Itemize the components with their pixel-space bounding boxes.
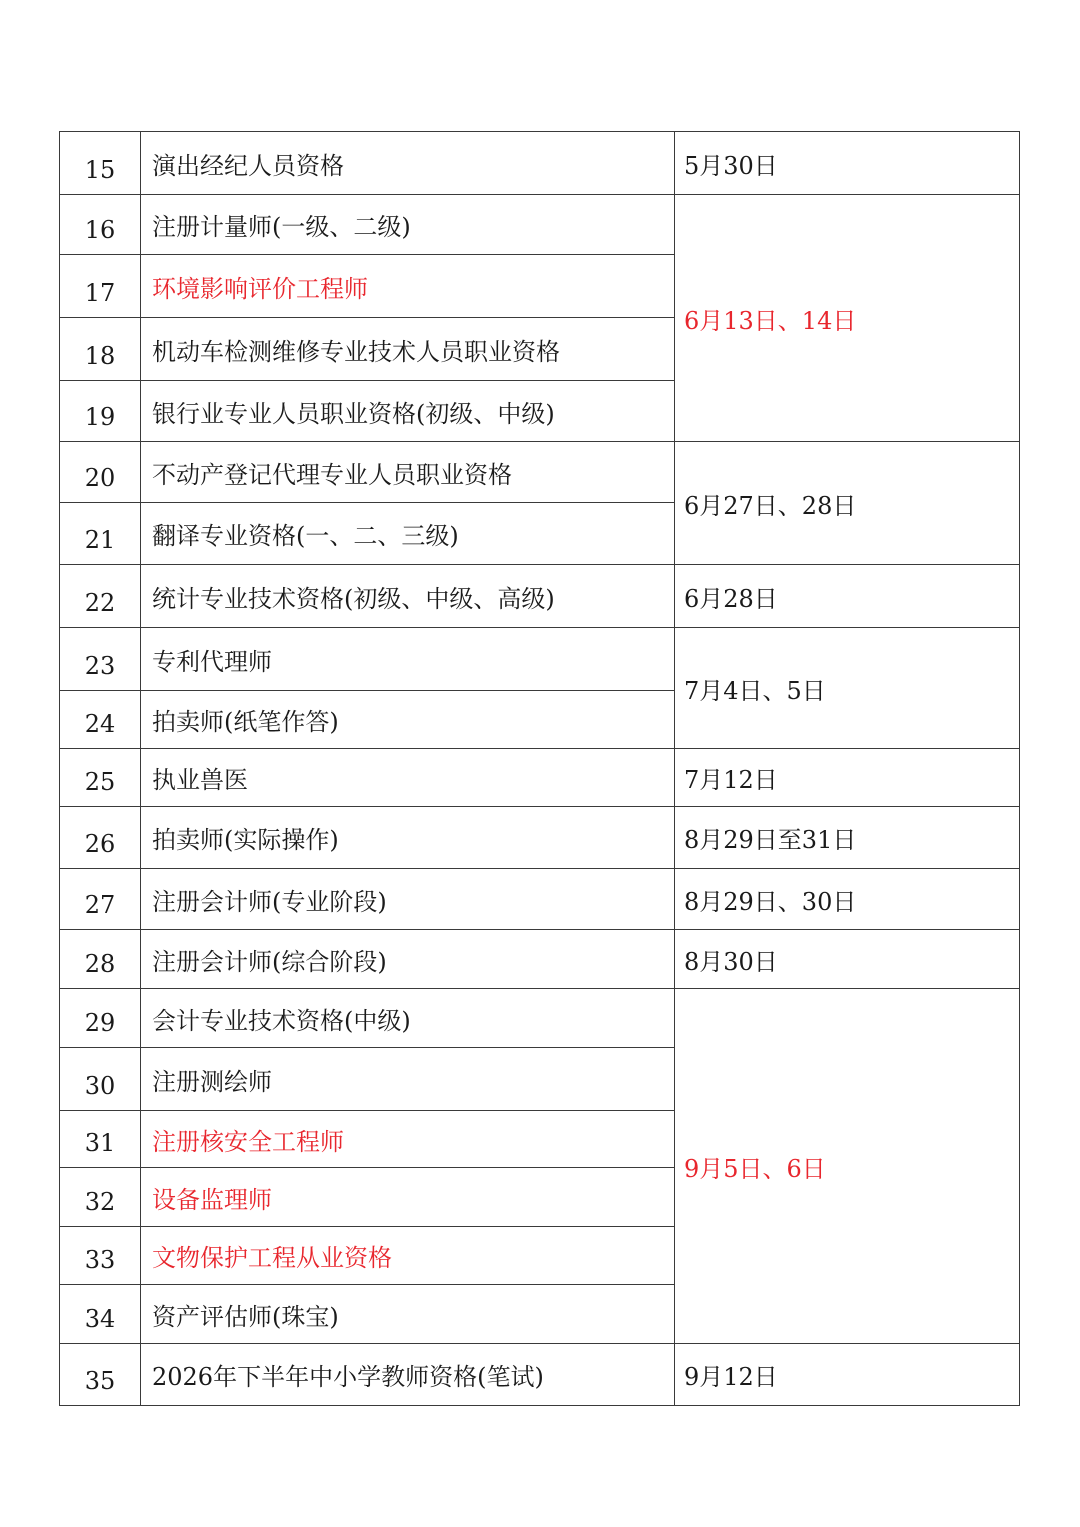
qualification-name: 机动车检测维修专业技术人员职业资格 xyxy=(141,318,675,381)
row-number: 31 xyxy=(60,1111,141,1168)
table-row xyxy=(60,442,1020,503)
row-number: 35 xyxy=(60,1344,141,1406)
row-number: 24 xyxy=(60,691,141,749)
row-number: 15 xyxy=(60,132,141,195)
row-number: 27 xyxy=(60,869,141,930)
exam-date: 6月27日、28日 xyxy=(675,442,1020,565)
qualification-name: 注册会计师(专业阶段) xyxy=(141,869,675,930)
row-number: 25 xyxy=(60,749,141,807)
row-number: 19 xyxy=(60,381,141,442)
row-number: 18 xyxy=(60,318,141,381)
row-number: 21 xyxy=(60,503,141,565)
exam-date: 7月12日 xyxy=(675,749,1020,807)
row-number: 16 xyxy=(60,195,141,255)
qualification-name: 注册计量师(一级、二级) xyxy=(141,195,675,255)
row-number: 23 xyxy=(60,628,141,691)
exam-date: 6月28日 xyxy=(675,565,1020,628)
exam-schedule-table xyxy=(59,131,1020,1406)
qualification-name: 拍卖师(纸笔作答) xyxy=(141,691,675,749)
qualification-name: 注册测绘师 xyxy=(141,1048,675,1111)
table-row xyxy=(60,1344,1020,1406)
row-number: 29 xyxy=(60,989,141,1048)
qualification-name: 文物保护工程从业资格 xyxy=(141,1227,675,1285)
row-number: 33 xyxy=(60,1227,141,1285)
table-row xyxy=(60,132,1020,195)
qualification-name: 翻译专业资格(一、二、三级) xyxy=(141,503,675,565)
exam-date: 7月4日、5日 xyxy=(675,628,1020,749)
qualification-name: 统计专业技术资格(初级、中级、高级) xyxy=(141,565,675,628)
qualification-name: 设备监理师 xyxy=(141,1168,675,1227)
qualification-name: 不动产登记代理专业人员职业资格 xyxy=(141,442,675,503)
table-row xyxy=(60,930,1020,989)
qualification-name: 执业兽医 xyxy=(141,749,675,807)
exam-date: 9月12日 xyxy=(675,1344,1020,1406)
qualification-name: 银行业专业人员职业资格(初级、中级) xyxy=(141,381,675,442)
qualification-name: 拍卖师(实际操作) xyxy=(141,807,675,869)
qualification-name: 2026年下半年中小学教师资格(笔试) xyxy=(141,1344,675,1406)
row-number: 17 xyxy=(60,255,141,318)
exam-date: 5月30日 xyxy=(675,132,1020,195)
exam-date: 8月29日至31日 xyxy=(675,807,1020,869)
qualification-name: 环境影响评价工程师 xyxy=(141,255,675,318)
qualification-name: 演出经纪人员资格 xyxy=(141,132,675,195)
qualification-name: 专利代理师 xyxy=(141,628,675,691)
table-row xyxy=(60,749,1020,807)
row-number: 32 xyxy=(60,1168,141,1227)
table-row xyxy=(60,989,1020,1048)
row-number: 20 xyxy=(60,442,141,503)
table-row xyxy=(60,807,1020,869)
table-row xyxy=(60,628,1020,691)
row-number: 26 xyxy=(60,807,141,869)
row-number: 22 xyxy=(60,565,141,628)
qualification-name: 资产评估师(珠宝) xyxy=(141,1285,675,1344)
table-row xyxy=(60,195,1020,255)
qualification-name: 注册会计师(综合阶段) xyxy=(141,930,675,989)
qualification-name: 注册核安全工程师 xyxy=(141,1111,675,1168)
table-row xyxy=(60,565,1020,628)
table-row xyxy=(60,869,1020,930)
qualification-name: 会计专业技术资格(中级) xyxy=(141,989,675,1048)
exam-date: 9月5日、6日 xyxy=(675,989,1020,1344)
row-number: 34 xyxy=(60,1285,141,1344)
exam-date: 6月13日、14日 xyxy=(675,195,1020,442)
row-number: 28 xyxy=(60,930,141,989)
exam-date: 8月29日、30日 xyxy=(675,869,1020,930)
exam-date: 8月30日 xyxy=(675,930,1020,989)
row-number: 30 xyxy=(60,1048,141,1111)
